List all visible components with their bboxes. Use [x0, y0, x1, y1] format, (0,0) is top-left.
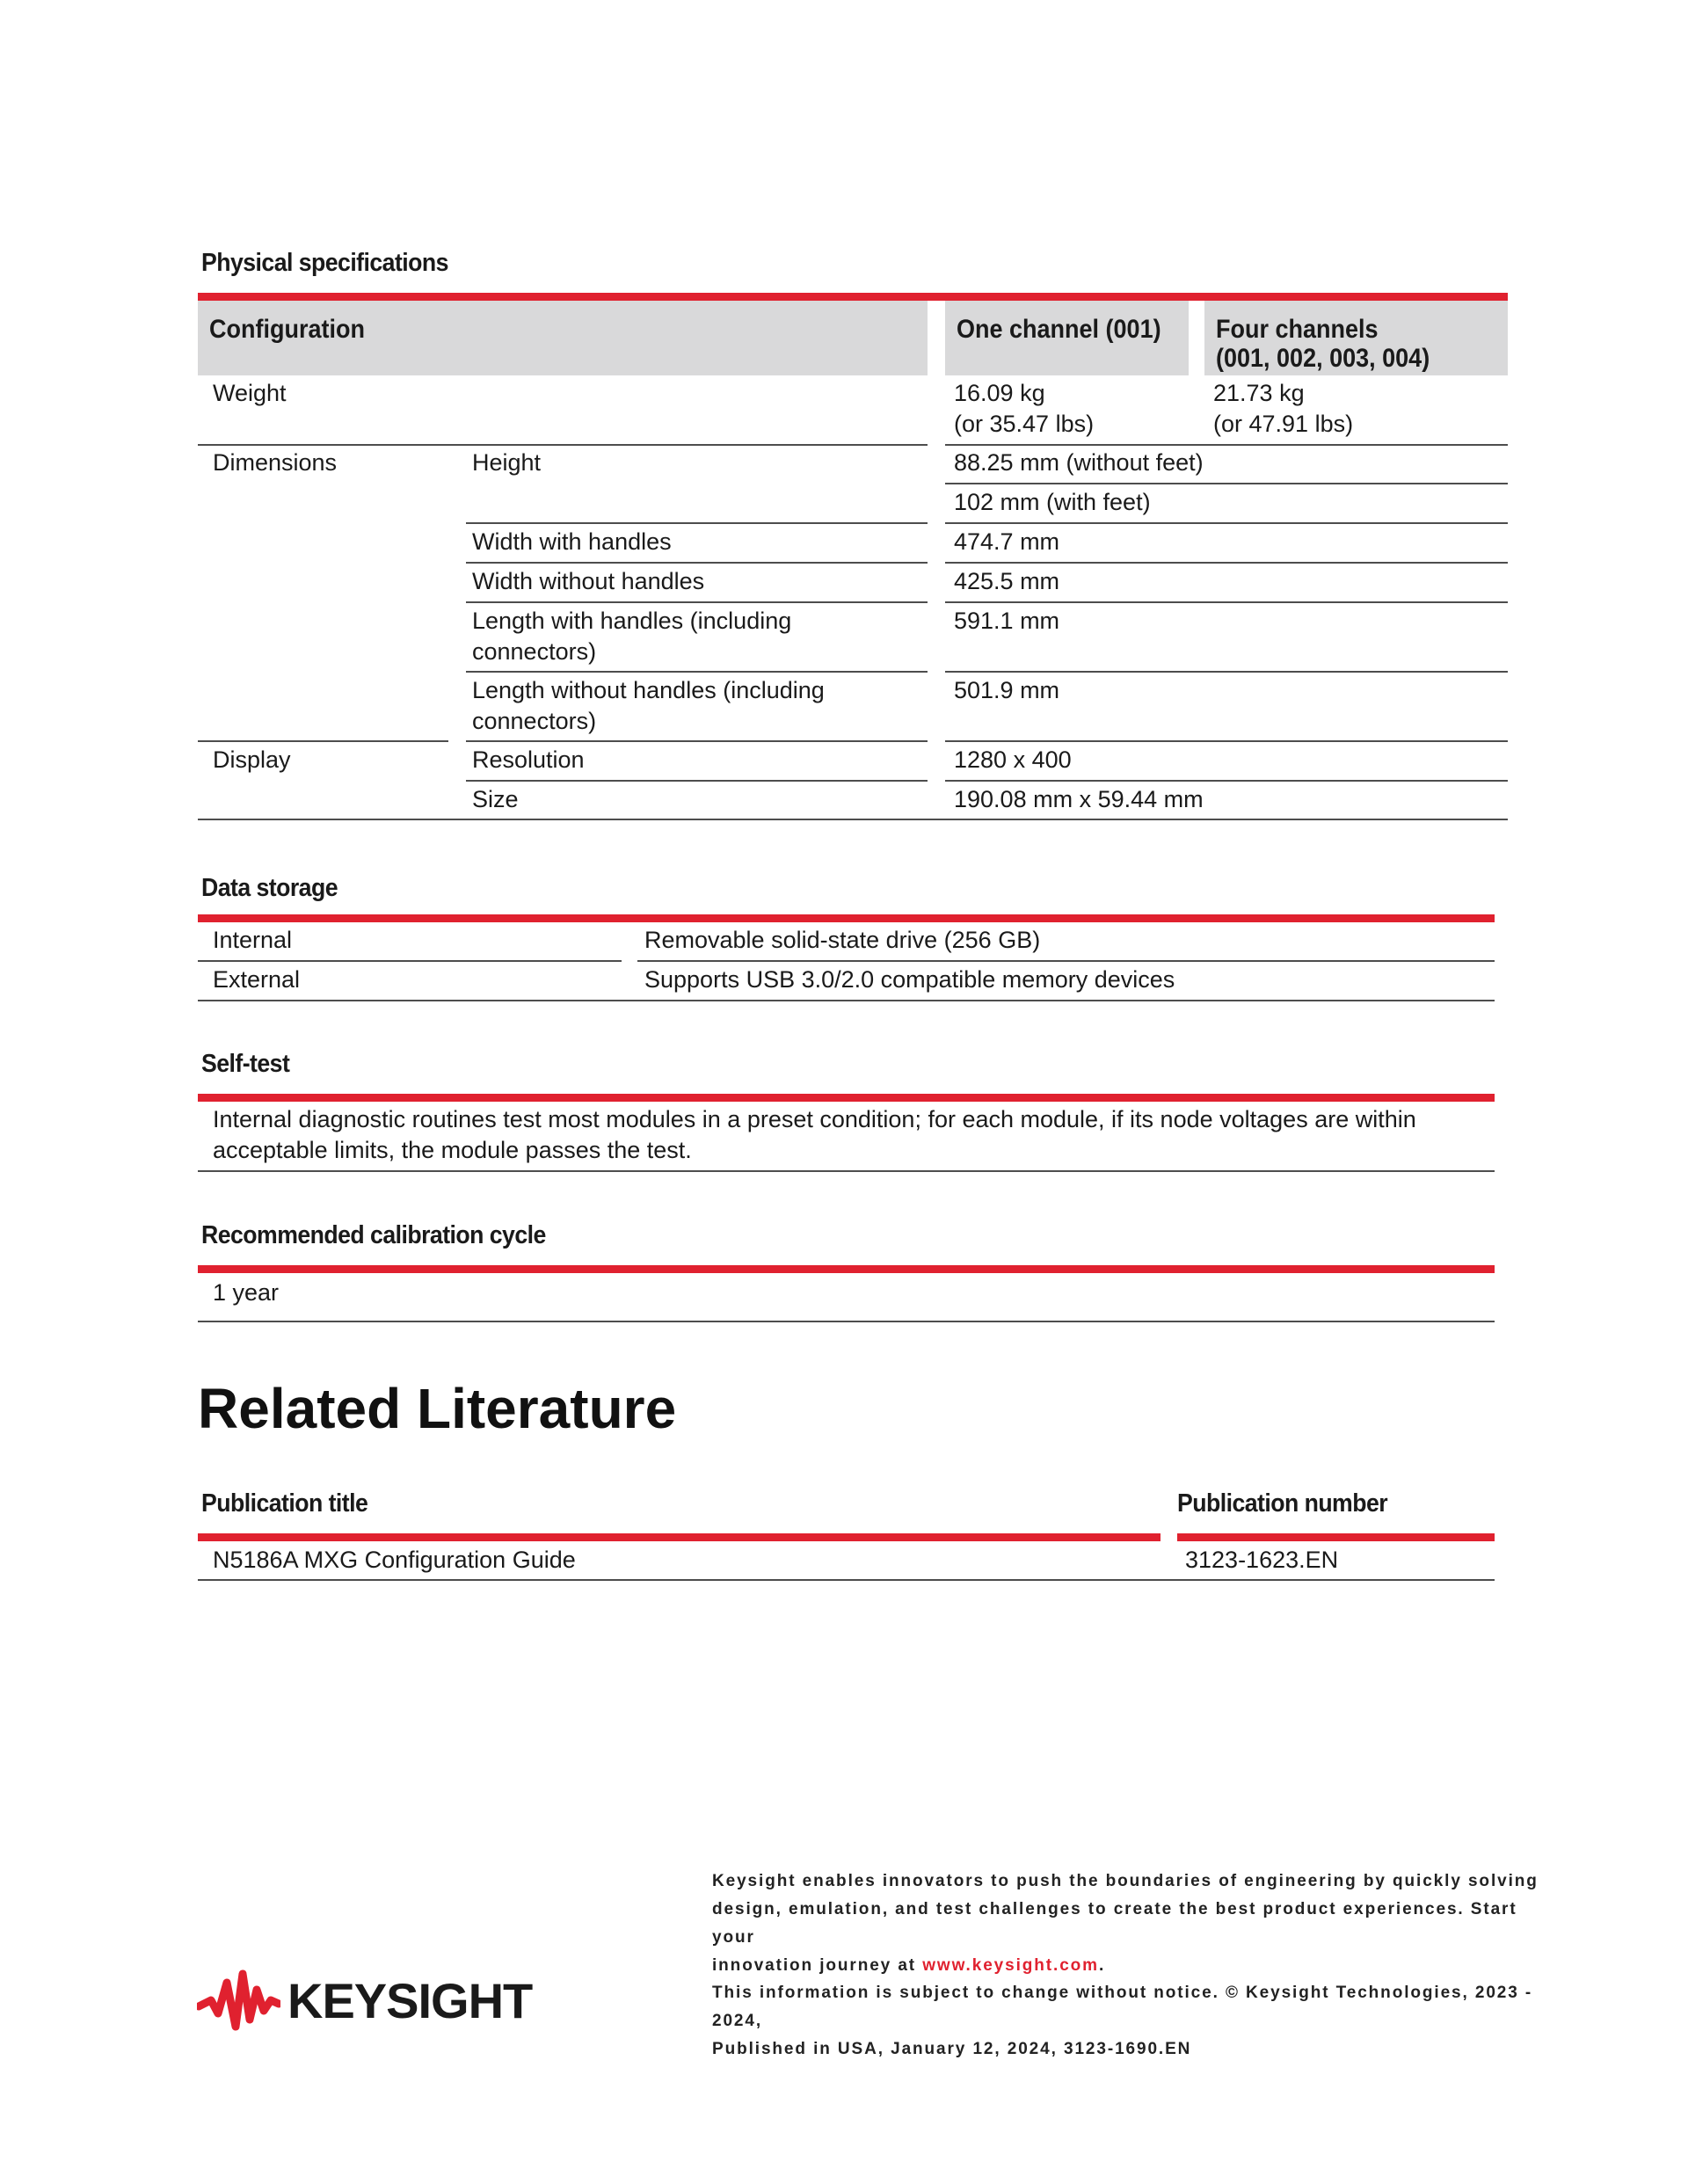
self-test-redbar — [198, 1094, 1495, 1102]
divider — [945, 671, 1508, 673]
physical-specs-title: Physical specifications — [201, 249, 448, 277]
divider — [466, 780, 928, 782]
divider — [198, 1579, 1495, 1581]
storage-external-label: External — [213, 966, 301, 993]
divider — [637, 960, 1495, 962]
calibration-value: 1 year — [213, 1279, 280, 1306]
header-one-channel: One channel (001) — [945, 301, 1189, 375]
related-literature-title: Related Literature — [198, 1377, 677, 1440]
divider — [198, 1000, 1495, 1001]
storage-internal-label: Internal — [213, 927, 293, 953]
weight-four-channels: 21.73 kg (or 47.91 lbs) — [1213, 380, 1354, 437]
divider — [945, 483, 1508, 484]
publication-number-header: Publication number — [1177, 1489, 1388, 1518]
display-label: Display — [213, 746, 291, 773]
weight-label: Weight — [213, 380, 287, 406]
divider — [945, 522, 1508, 524]
footer-notice: This information is subject to change without notice. © Keysight Technologies, 2023 - 2024, Published in USA, January 12, 2024, 3123-1690.EN — [712, 1984, 1533, 2058]
keysight-wave-icon — [197, 1965, 280, 2035]
width-without-handles-label: Width without handles — [472, 568, 705, 594]
data-storage-title: Data storage — [201, 874, 338, 902]
data-storage-redbar — [198, 914, 1495, 922]
header-configuration: Configuration — [198, 301, 928, 375]
divider — [198, 740, 448, 742]
resolution-value: 1280 x 400 — [954, 746, 1072, 773]
divider — [466, 740, 928, 742]
divider — [945, 780, 1508, 782]
size-label: Size — [472, 786, 519, 812]
size-value: 190.08 mm x 59.44 mm — [954, 786, 1204, 812]
length-without-handles-label: Length without handles (including connectors) — [472, 677, 825, 734]
divider — [198, 444, 928, 446]
divider — [198, 960, 622, 962]
divider — [198, 1170, 1495, 1172]
publication-row-number: 3123-1623.EN — [1185, 1547, 1339, 1573]
divider — [945, 601, 1508, 603]
publication-number-redbar — [1177, 1533, 1495, 1541]
header-four-channels: Four channels (001, 002, 003, 004) — [1204, 301, 1508, 375]
physical-specs-redbar — [198, 293, 1508, 301]
length-with-handles-value: 591.1 mm — [954, 608, 1060, 634]
height-value-with-feet: 102 mm (with feet) — [954, 489, 1151, 515]
width-without-handles-value: 425.5 mm — [954, 568, 1060, 594]
footer-tagline: Keysight enables innovators to push the boundaries of engineering by quickly solving design, emulation, and test challenges to create the best product experiences. Start your innovation journey at www.keysight.com. — [712, 1872, 1539, 1975]
self-test-title: Self-test — [201, 1050, 290, 1078]
keysight-logo — [197, 1965, 532, 2035]
divider — [945, 444, 1508, 446]
width-with-handles-label: Width with handles — [472, 528, 672, 555]
dimensions-label: Dimensions — [213, 449, 338, 476]
self-test-description: Internal diagnostic routines test most modules in a preset condition; for each module, if its node voltages are within acceptable limits, the module passes the test. — [213, 1106, 1416, 1163]
divider — [945, 562, 1508, 564]
divider — [466, 522, 928, 524]
calibration-redbar — [198, 1265, 1495, 1273]
divider — [198, 819, 1508, 820]
height-label: Height — [472, 449, 542, 476]
divider — [466, 671, 928, 673]
length-with-handles-label: Length with handles (including connectors) — [472, 608, 792, 665]
divider — [466, 601, 928, 603]
weight-one-channel: 16.09 kg (or 35.47 lbs) — [954, 380, 1095, 437]
length-without-handles-value: 501.9 mm — [954, 677, 1060, 703]
publication-title-redbar — [198, 1533, 1160, 1541]
divider — [466, 562, 928, 564]
keysight-website-link[interactable]: www.keysight.com — [922, 1956, 1099, 1975]
divider — [945, 740, 1508, 742]
publication-title-header: Publication title — [201, 1489, 368, 1518]
divider — [198, 1321, 1495, 1322]
width-with-handles-value: 474.7 mm — [954, 528, 1060, 555]
storage-external-value: Supports USB 3.0/2.0 compatible memory devices — [644, 966, 1175, 993]
keysight-wordmark: KEYSIGHT — [287, 1972, 533, 2028]
publication-row-title: N5186A MXG Configuration Guide — [213, 1547, 576, 1573]
height-value-without-feet: 88.25 mm (without feet) — [954, 449, 1204, 476]
storage-internal-value: Removable solid-state drive (256 GB) — [644, 927, 1041, 953]
resolution-label: Resolution — [472, 746, 585, 773]
calibration-title: Recommended calibration cycle — [201, 1221, 546, 1249]
